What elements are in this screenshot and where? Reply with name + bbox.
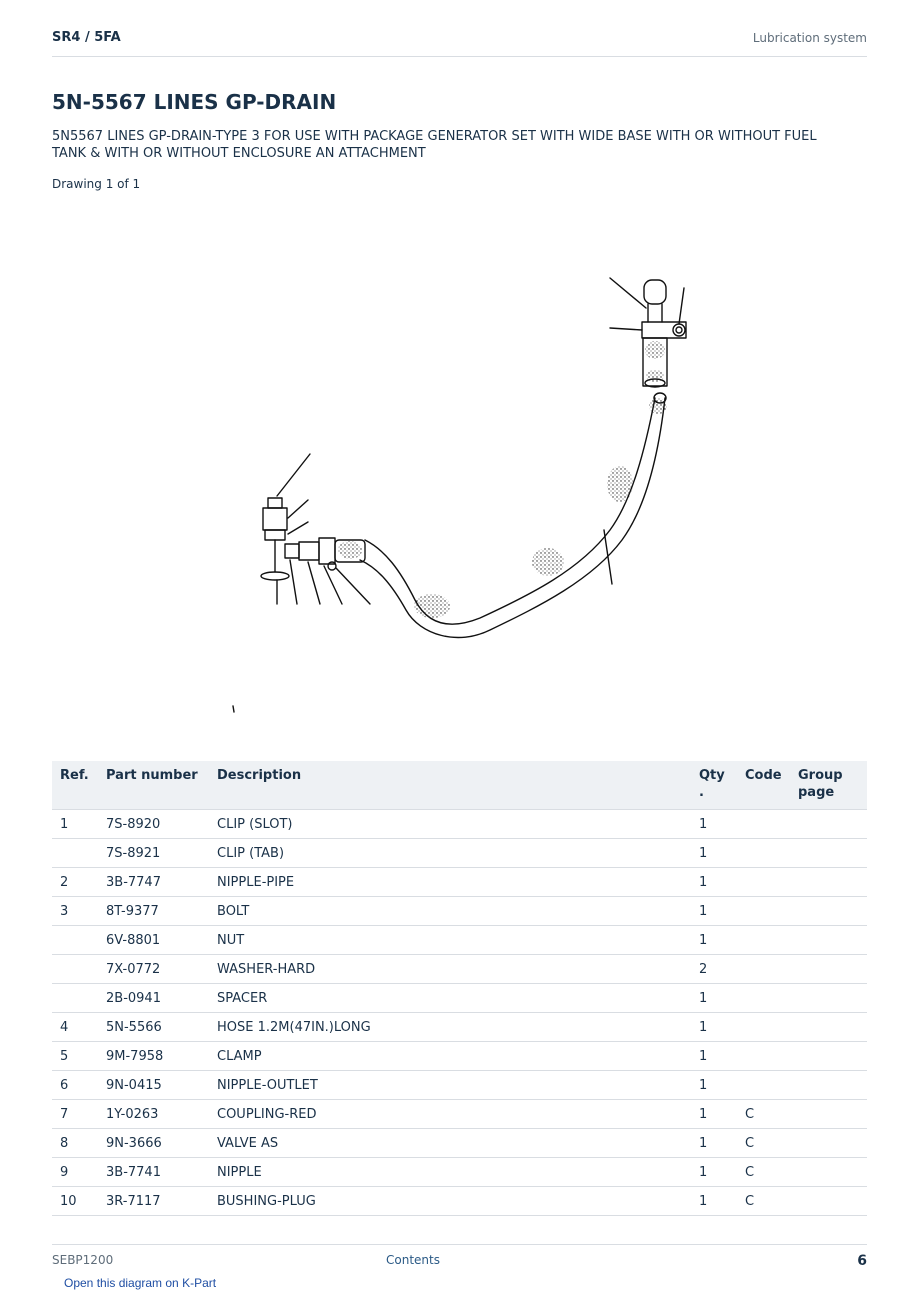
cell-description: BOLT <box>209 897 691 926</box>
cell-description: NIPPLE-PIPE <box>209 868 691 897</box>
cell-ref <box>52 955 98 984</box>
page-number: 6 <box>857 1253 867 1269</box>
cell-group-page <box>790 897 867 926</box>
cell-qty: 1 <box>691 1100 737 1129</box>
cell-part-number: 8T-9377 <box>98 897 209 926</box>
cell-qty: 2 <box>691 955 737 984</box>
parts-diagram <box>200 200 700 720</box>
cell-code <box>737 926 790 955</box>
cell-ref: 6 <box>52 1071 98 1100</box>
cell-code <box>737 1042 790 1071</box>
stipple-hose-end <box>649 398 667 414</box>
col-header-description: Description <box>209 761 691 810</box>
cell-description: NIPPLE <box>209 1158 691 1187</box>
col-header-part-number: Part number <box>98 761 209 810</box>
cell-group-page <box>790 1042 867 1071</box>
cell-qty: 1 <box>691 897 737 926</box>
part-description: 5N5567 LINES GP-DRAIN-TYPE 3 FOR USE WITH PACKAGE GENERATOR SET WITH WIDE BASE WITH OR WITHOUT FUEL TANK & WITH OR WITHOUT ENCLOSURE AN ATTACHMENT <box>52 129 817 161</box>
cell-description: NIPPLE-OUTLET <box>209 1071 691 1100</box>
cell-code: C <box>737 1158 790 1187</box>
cell-group-page <box>790 926 867 955</box>
table-header-row <box>52 761 867 810</box>
cell-description: SPACER <box>209 984 691 1013</box>
table-row <box>52 1129 867 1158</box>
cell-code <box>737 1013 790 1042</box>
table-row <box>52 1100 867 1129</box>
cell-code: C <box>737 1129 790 1158</box>
cell-qty: 1 <box>691 1042 737 1071</box>
cell-part-number: 9N-0415 <box>98 1071 209 1100</box>
cell-ref: 4 <box>52 1013 98 1042</box>
valve-body <box>263 508 287 530</box>
drawing-label: Drawing 1 of 1 <box>52 177 141 191</box>
table-row <box>52 926 867 955</box>
cell-ref: 8 <box>52 1129 98 1158</box>
cell-qty: 1 <box>691 1187 737 1216</box>
table-row <box>52 955 867 984</box>
table-row <box>52 1071 867 1100</box>
cell-description: CLIP (TAB) <box>209 839 691 868</box>
cell-code <box>737 868 790 897</box>
model-label: SR4 / 5FA <box>52 30 121 45</box>
col-header-ref: Ref. <box>52 761 98 810</box>
cell-group-page <box>790 868 867 897</box>
cell-ref: 1 <box>52 810 98 839</box>
col-header-qty: Qty . <box>691 761 737 810</box>
col-header-group-page: Group page <box>790 761 867 810</box>
cell-ref: 5 <box>52 1042 98 1071</box>
cell-part-number: 7S-8921 <box>98 839 209 868</box>
cell-ref: 7 <box>52 1100 98 1129</box>
stipple-upper-2 <box>646 370 664 382</box>
cell-description: VALVE AS <box>209 1129 691 1158</box>
valve-handle <box>261 572 289 580</box>
cell-qty: 1 <box>691 1071 737 1100</box>
cell-group-page <box>790 955 867 984</box>
stipple-hose-1 <box>414 594 450 618</box>
cell-description: NUT <box>209 926 691 955</box>
cell-qty: 1 <box>691 1158 737 1187</box>
cell-part-number: 5N-5566 <box>98 1013 209 1042</box>
cell-group-page <box>790 1071 867 1100</box>
cell-ref <box>52 839 98 868</box>
document-id: SEBP1200 <box>52 1253 114 1267</box>
cell-qty: 1 <box>691 839 737 868</box>
hose-inner-wall <box>360 398 665 637</box>
cell-code <box>737 839 790 868</box>
cell-group-page <box>790 984 867 1013</box>
cell-ref: 9 <box>52 1158 98 1187</box>
cell-group-page <box>790 1187 867 1216</box>
upper-cap <box>644 280 666 304</box>
table-row <box>52 897 867 926</box>
table-row <box>52 1042 867 1071</box>
hose-outer-wall <box>365 398 655 624</box>
page-header <box>52 28 867 57</box>
cell-description: COUPLING-RED <box>209 1100 691 1129</box>
cell-code <box>737 1071 790 1100</box>
cell-code <box>737 955 790 984</box>
cell-ref: 2 <box>52 868 98 897</box>
cell-part-number: 3B-7747 <box>98 868 209 897</box>
table-row <box>52 1187 867 1216</box>
cell-ref <box>52 984 98 1013</box>
cell-ref: 10 <box>52 1187 98 1216</box>
cell-code <box>737 897 790 926</box>
cell-qty: 1 <box>691 926 737 955</box>
cell-part-number: 7X-0772 <box>98 955 209 984</box>
table-row <box>52 810 867 839</box>
stipple-nipple <box>338 541 362 559</box>
cell-code: C <box>737 1100 790 1129</box>
cell-qty: 1 <box>691 1013 737 1042</box>
cell-part-number: 3R-7117 <box>98 1187 209 1216</box>
cell-group-page <box>790 1013 867 1042</box>
stipple-upper-1 <box>645 341 665 359</box>
cell-description: BUSHING-PLUG <box>209 1187 691 1216</box>
cell-part-number: 3B-7741 <box>98 1158 209 1187</box>
stipple-hose-3 <box>607 466 633 502</box>
page-footer <box>52 1244 867 1275</box>
contents-link[interactable]: Contents <box>386 1253 440 1267</box>
cell-part-number: 2B-0941 <box>98 984 209 1013</box>
table-row <box>52 1158 867 1187</box>
kpart-link[interactable]: Open this diagram on K-Part <box>64 1276 217 1290</box>
page-title: 5N-5567 LINES GP-DRAIN <box>52 90 337 114</box>
cell-group-page <box>790 1129 867 1158</box>
table-row <box>52 1013 867 1042</box>
cell-qty: 1 <box>691 1129 737 1158</box>
cell-description: HOSE 1.2M(47IN.)LONG <box>209 1013 691 1042</box>
cell-description: WASHER-HARD <box>209 955 691 984</box>
cell-qty: 1 <box>691 810 737 839</box>
cell-description: CLAMP <box>209 1042 691 1071</box>
cell-part-number: 7S-8920 <box>98 810 209 839</box>
cell-ref: 3 <box>52 897 98 926</box>
cell-group-page <box>790 1158 867 1187</box>
cell-group-page <box>790 810 867 839</box>
cell-part-number: 9M-7958 <box>98 1042 209 1071</box>
col-header-code: Code <box>737 761 790 810</box>
table-row <box>52 984 867 1013</box>
clamp <box>319 538 335 564</box>
cell-part-number: 1Y-0263 <box>98 1100 209 1129</box>
cell-code <box>737 810 790 839</box>
cell-group-page <box>790 1100 867 1129</box>
cell-part-number: 9N-3666 <box>98 1129 209 1158</box>
coupling <box>299 542 319 560</box>
cell-group-page <box>790 839 867 868</box>
table-row <box>52 839 867 868</box>
cell-qty: 1 <box>691 984 737 1013</box>
stipple-hose-2 <box>532 548 564 576</box>
cell-ref <box>52 926 98 955</box>
cell-description: CLIP (SLOT) <box>209 810 691 839</box>
cell-qty: 1 <box>691 868 737 897</box>
table-row <box>52 868 867 897</box>
cell-code: C <box>737 1187 790 1216</box>
cell-part-number: 6V-8801 <box>98 926 209 955</box>
section-label: Lubrication system <box>752 31 867 45</box>
parts-table <box>52 761 867 1216</box>
cell-code <box>737 984 790 1013</box>
